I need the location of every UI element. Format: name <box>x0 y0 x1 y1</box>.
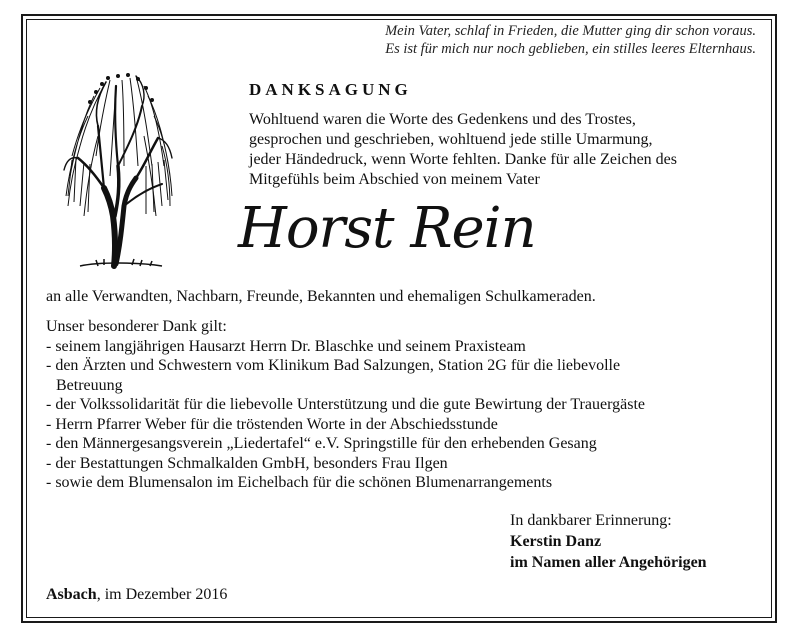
deceased-name: Horst Rein <box>238 196 536 261</box>
list-item: - den Männergesangsverein „Liedertafel“ e.V. Springstille für den erhebenden Gesang <box>46 435 597 452</box>
signer-relation: im Namen aller Angehörigen <box>510 554 707 571</box>
intro-text <box>249 110 755 190</box>
place-date-text: , im Dezember 2016 <box>96 586 228 603</box>
motto-line-2: Es ist für mich nur noch geblieben, ein stilles leeres Elternhaus. <box>385 41 756 57</box>
closing-line: In dankbarer Erinnerung: <box>510 512 672 529</box>
motto <box>385 22 756 58</box>
place-town: Asbach <box>46 586 97 603</box>
motto-line-1: Mein Vater, schlaf in Frieden, die Mutter ging dir schon voraus. <box>385 23 756 39</box>
intro-line: jeder Händedruck, wenn Worte fehlten. Danke für alle Zeichen des <box>249 151 678 168</box>
closing-block <box>510 510 707 573</box>
list-item: - sowie dem Blumensalon im Eichelbach für die schönen Blumenarrangements <box>46 474 553 491</box>
intro-line: Wohltuend waren die Worte des Gedenkens und des Trostes, <box>249 111 636 128</box>
list-item: - seinem langjährigen Hausarzt Herrn Dr. Blaschke und seinem Praxisteam <box>46 337 526 355</box>
list-item: - den Ärzten und Schwestern vom Klinikum Bad Salzungen, Station 2G für die liebevolle <box>46 357 621 374</box>
list-item: - Herrn Pfarrer Weber für die tröstenden Worte in der Abschiedsstunde <box>46 415 498 433</box>
intro-line: gesprochen und geschrieben, wohltuend jede stille Umarmung, <box>249 131 653 148</box>
list-item: - der Volkssolidarität für die liebevolle Unterstützung und die gute Bewirtung der Trauergäste <box>46 396 645 413</box>
list-item-continuation: Betreuung <box>56 376 123 394</box>
signer-name: Kerstin Danz <box>510 533 602 550</box>
thanks-list-title: Unser besonderer Dank gilt: <box>46 318 227 335</box>
list-item: - der Bestattungen Schmalkalden GmbH, besonders Frau Ilgen <box>46 454 448 472</box>
intro-line: Mitgefühls beim Abschied von meinem Vater <box>249 171 540 188</box>
weeping-willow-icon <box>58 66 178 270</box>
thanks-list <box>46 317 766 493</box>
thanks-line: an alle Verwandten, Nachbarn, Freunde, Bekannten und ehemaligen Schulkameraden. <box>46 288 596 305</box>
place-date <box>46 586 227 604</box>
heading: DANKSAGUNG <box>249 80 412 99</box>
